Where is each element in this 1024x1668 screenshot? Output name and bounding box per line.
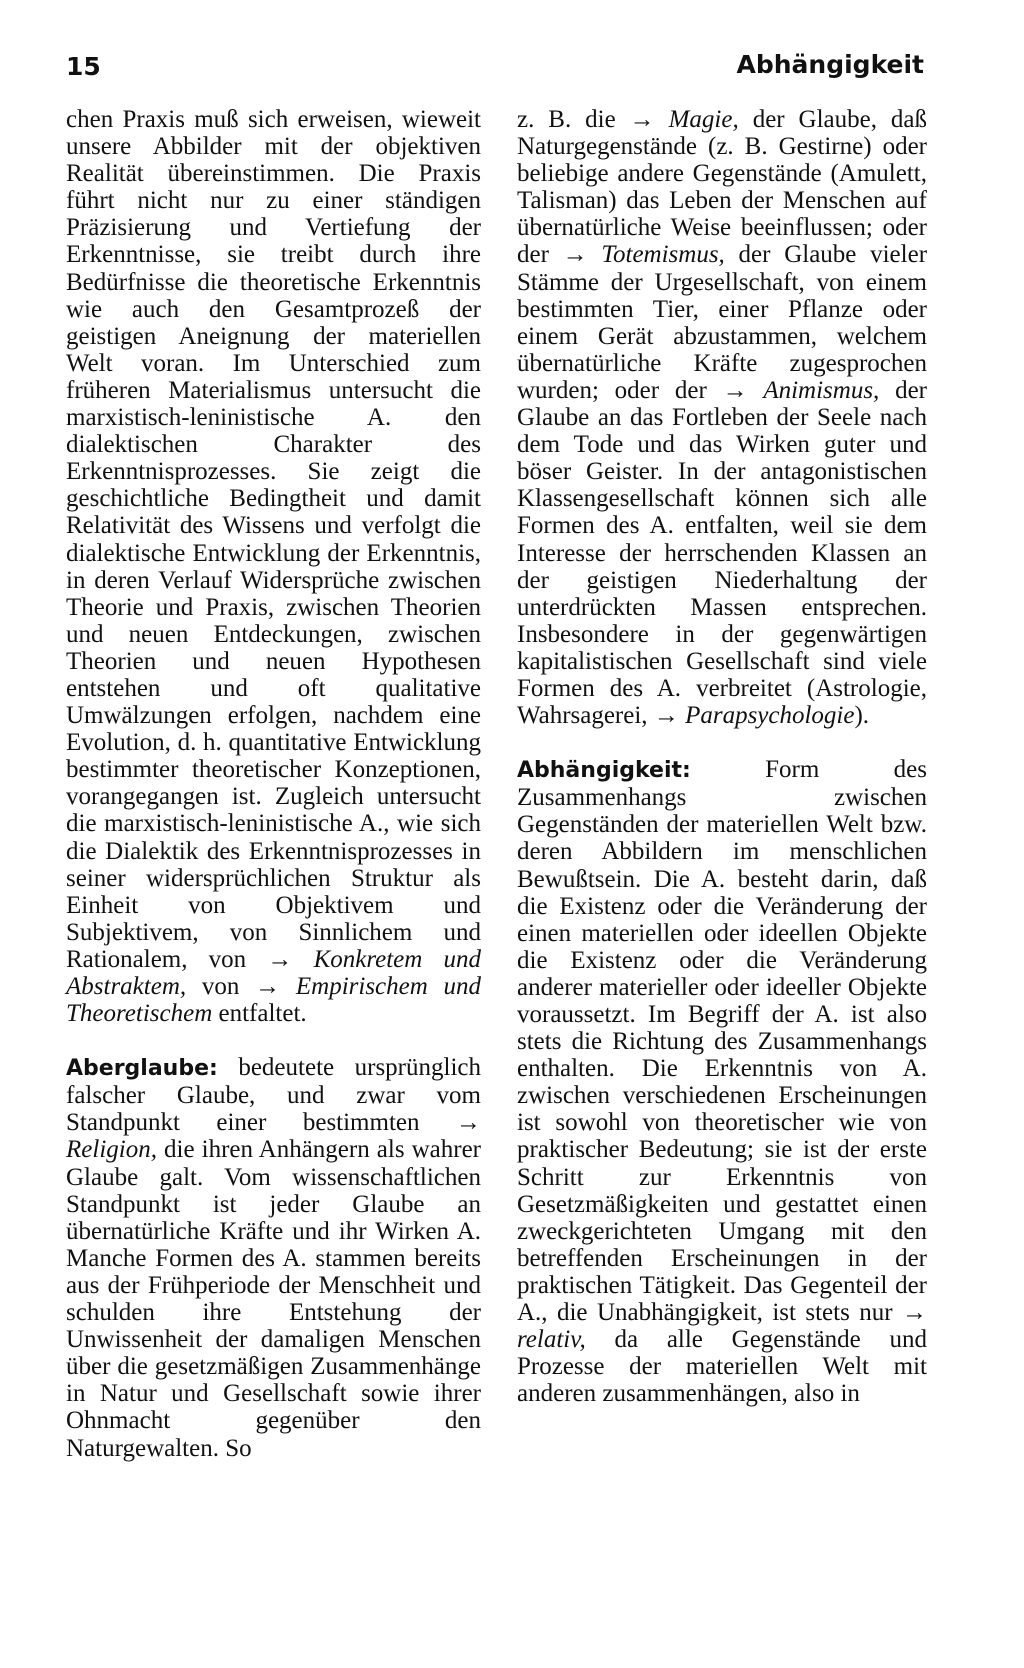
arrow-icon: → xyxy=(653,702,679,730)
paragraph-praxis xyxy=(66,106,481,1027)
arrow-icon: → xyxy=(562,241,588,269)
arrow-icon: → xyxy=(456,1109,481,1137)
text-run: Form des Zusammenhangs zwischen Gegenständen der materiellen Welt bzw. deren Abbildern im menschlichen Bewußtsein. Die A. besteht darin, daß die Existenz oder die Veränderung der einen materiellen oder ideellen Objekte die Existenz oder die Veränderung anderer materieller oder ideeller Objekte voraussetzt. Im Begriff der A. ist also stets die Richtung des Zusammenhangs enthalten. Die Erkenntnis von A. zwischen verschiedenen Erscheinungen ist sowohl von theoretischer wie von praktischer Bedeutung; sie ist der erste Schritt zur Erkenntnis von Gesetzmäßigkeiten und gestattet einen zweckgerichteten Umgang mit den betreffenden Erscheinungen in der praktischen Tätigkeit. Das Gegenteil der A., die Unabhängigkeit, ist stets nur xyxy=(517,756,927,1327)
left-column xyxy=(66,106,481,1462)
arrow-icon: → xyxy=(267,945,293,973)
entry-abhaengigkeit xyxy=(517,756,927,1407)
cross-reference-link[interactable]: Parapsychologie xyxy=(685,702,855,730)
arrow-icon: → xyxy=(722,376,748,404)
arrow-icon: → xyxy=(902,1299,928,1327)
entry-aberglaube xyxy=(66,1054,481,1461)
paragraph-spacer xyxy=(517,729,927,756)
cross-reference-link[interactable]: Konkretem und Abstraktem, xyxy=(66,945,482,1000)
cross-reference-link[interactable]: relativ, xyxy=(517,1326,586,1354)
running-head: Abhängigkeit xyxy=(736,50,924,79)
entry-keyword: Abhängigkeit: xyxy=(517,758,691,784)
cross-reference-link[interactable]: Religion, xyxy=(66,1136,157,1164)
text-run: entfaltet. xyxy=(218,1000,307,1028)
cross-reference-link[interactable]: Animismus, xyxy=(763,376,880,404)
entry-keyword: Aberglaube: xyxy=(66,1056,218,1082)
text-run: z. B. die xyxy=(517,106,616,133)
cross-reference-link[interactable]: Magie, xyxy=(668,106,739,133)
paragraph-aberglaube-cont xyxy=(517,106,927,729)
arrow-icon: → xyxy=(629,106,655,133)
text-run: bedeutete ursprünglich falscher Glaube, und zwar vom Standpunkt einer bestimmten xyxy=(66,1054,481,1137)
right-column xyxy=(517,106,927,1407)
text-run: ). xyxy=(854,702,870,730)
text-run: der Glaube vieler Stämme der Urgesellschaft, von einem bestimmten Tier, einer Pflanze oder einem Gerät abzustammen, welchem übernatürliche Kräfte zugesprochen wurden; oder der xyxy=(517,241,928,404)
cross-reference-link[interactable]: Empirischem und Theoretischem xyxy=(66,973,482,1028)
paragraph-spacer xyxy=(66,1027,481,1054)
cross-reference-link[interactable]: Totemismus, xyxy=(601,241,725,269)
page-number: 15 xyxy=(66,52,101,81)
text-run: chen Praxis muß sich erweisen, wieweit unsere Abbilder mit der objektiven Realität übereinstimmen. Die Praxis führt nicht nur zu einer ständigen Präzisierung und Vertiefung der Erkenntnisse, sie treibt durch ihre Bedürfnisse die theoretische Erkenntnis wie auch den Gesamtprozeß der geistigen Aneignung der materiellen Welt voran. Im Unterschied zum früheren Materialismus untersucht die marxistisch-leninistische A. den dialektischen Charakter des Erkenntnisprozesses. Sie zeigt die geschichtliche Bedingtheit und damit Relativität des Wissens und verfolgt die dialektische Entwicklung der Erkenntnis, in deren Verlauf Widersprüche zwischen Theorie und Praxis, zwischen Theorien und neuen Entdeckungen, zwischen Theorien und neuen Hypothesen entstehen und oft qualitative Umwälzungen erfolgen, nachdem eine Evolution, d. h. quantitative Entwicklung bestimmter theoretischer Konzeptionen, vorangegangen ist. Zugleich untersucht die marxistisch-leninistische A., wie sich die Dialektik des Erkenntnisprozesses in seiner widersprüchlichen Struktur als Einheit von Objektivem und Subjektivem, von Sinnlichem und Rationalem, von xyxy=(66,106,481,973)
arrow-icon: → xyxy=(255,973,281,1000)
text-run: der Glaube an das Fortleben der Seele nach dem Tode und das Wirken guter und böser Geister. In der antagonistischen Klassengesellschaft können sich alle Formen des A. entfalten, weil sie dem Interesse der herrschenden Klassen an der geistigen Niederhaltung der unterdrückten Massen entsprechen. Insbesondere in der gegenwärtigen kapitalistischen Gesellschaft sind viele Formen des A. verbreitet (Astrologie, Wahrsagerei, xyxy=(517,376,927,730)
text-run: die ihren Anhängern als wahrer Glaube galt. Vom wissenschaftlichen Standpunkt ist jeder Glaube an übernatürliche Kräfte und ihr Wirken A. Manche Formen des A. stammen bereits aus der Frühperiode der Menschheit und schulden ihre Entstehung der Unwissenheit der damaligen Menschen über die gesetzmäßigen Zusammenhänge in Natur und Gesellschaft sowie ihrer Ohnmacht gegenüber den Naturgewalten. So xyxy=(66,1136,482,1462)
text-run: da alle Gegenstände und Prozesse der materiellen Welt mit anderen zusammenhängen, also in xyxy=(517,1326,928,1408)
text-run: von xyxy=(201,973,240,1000)
text-run: der Glaube, daß Naturgegenstände (z. B. Gestirne) oder beliebige andere Gegenstände (Amulett, Talisman) das Leben der Menschen auf übernatürliche Weise beeinflussen; oder der xyxy=(517,106,928,269)
